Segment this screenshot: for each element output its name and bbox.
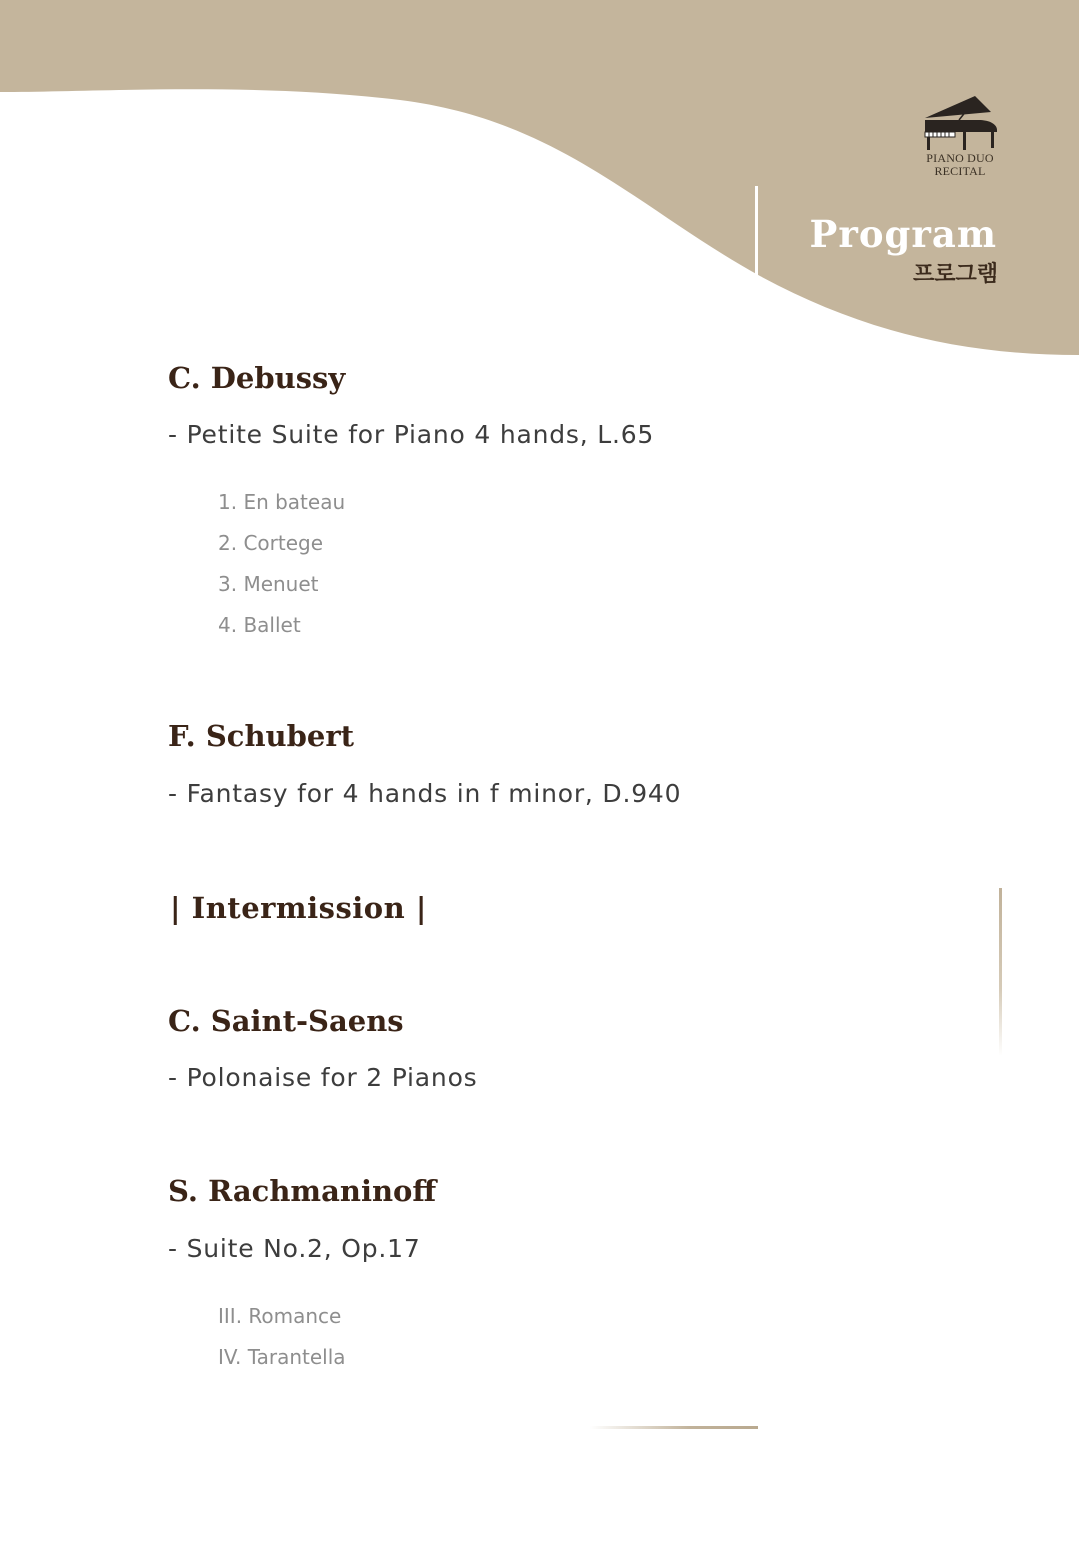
composer-name: C. Saint-Saens — [168, 1004, 404, 1038]
movement-item: 1. En bateau — [218, 490, 346, 514]
logo-text-line2: RECITAL — [934, 164, 986, 178]
page-subtitle: 프로그램 — [912, 262, 998, 287]
movement-item: IV. Tarantella — [218, 1345, 346, 1369]
movement-item: 2. Cortege — [218, 531, 324, 555]
movement-item: 3. Menuet — [218, 572, 319, 596]
movement-list — [218, 1302, 346, 1384]
logo-text-line1: PIANO DUO — [926, 151, 994, 165]
page-title: Program — [809, 212, 997, 256]
header-wave-shape — [0, 0, 1079, 360]
work-title: - Suite No.2, Op.17 — [168, 1234, 421, 1263]
composer-name: F. Schubert — [168, 719, 355, 753]
grand-piano-icon — [919, 92, 1001, 152]
footer-divider — [590, 1426, 758, 1429]
header-divider — [755, 186, 758, 280]
movement-list — [218, 488, 345, 652]
movement-item: III. Romance — [218, 1304, 342, 1328]
work-title: - Fantasy for 4 hands in f minor, D.940 — [168, 779, 682, 808]
intermission-label: | Intermission | — [170, 891, 427, 925]
movement-item: 4. Ballet — [218, 613, 301, 637]
work-title: - Polonaise for 2 Pianos — [168, 1063, 478, 1092]
composer-name: S. Rachmaninoff — [168, 1174, 437, 1208]
work-title: - Petite Suite for Piano 4 hands, L.65 — [168, 420, 655, 449]
side-divider — [999, 888, 1002, 1056]
composer-name: C. Debussy — [168, 361, 346, 395]
piano-duo-recital-logo — [912, 92, 1008, 178]
